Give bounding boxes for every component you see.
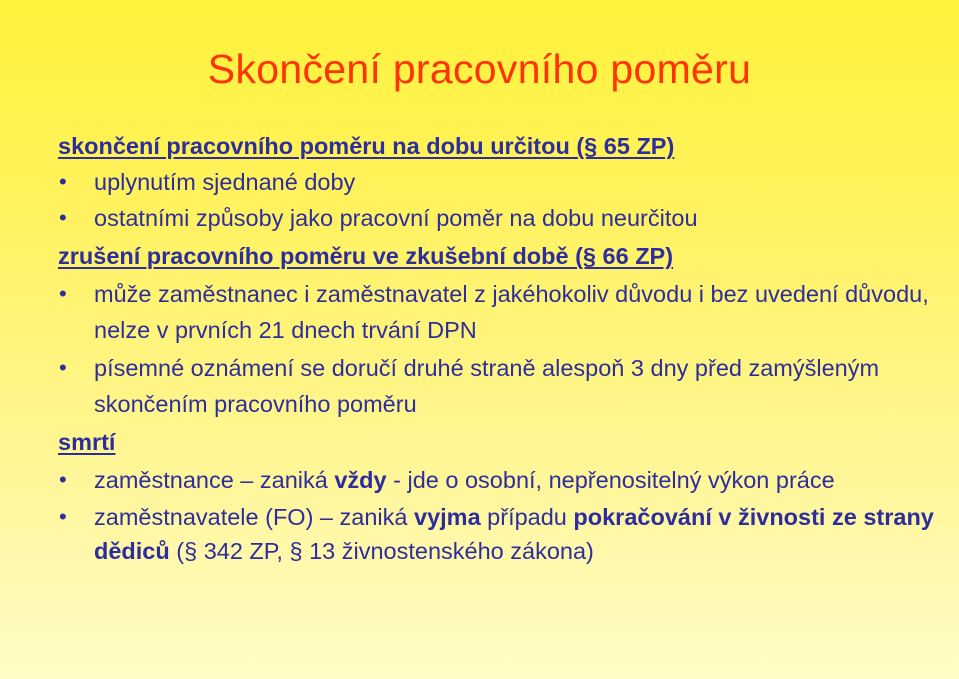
employer-death-text-2: případu — [480, 504, 574, 530]
employer-death-text-3: (§ 342 ZP, § 13 živnostenského zákona) — [169, 538, 594, 564]
slide-title: Skončení pracovního poměru — [207, 46, 752, 92]
section-heading-probation: zrušení pracovního poměru ve zkušební době (§ 66 ZP) — [58, 243, 674, 269]
bullet-employee-death — [58, 462, 938, 498]
employer-death-text-1: zaměstnavatele (FO) – zaniká — [94, 504, 414, 530]
slide-content — [58, 128, 938, 568]
employee-death-text-1: zaměstnance – zaniká — [94, 467, 335, 493]
bullet-any-reason: • může zaměstnanec i zaměstnavatel z jakéhokoliv důvodu i bez uvedení důvodu, nelze v prvních 21 dnech trvání DPN — [58, 276, 938, 348]
bullet-employer-death — [58, 500, 938, 568]
employer-death-bold-1: vyjma — [414, 504, 481, 530]
section-heading-fixed-term: skončení pracovního poměru na dobu určitou (§ 65 ZP) — [58, 133, 675, 159]
bullet-other-ways: • ostatními způsoby jako pracovní poměr na dobu neurčitou — [58, 200, 938, 236]
employee-death-bold: vždy — [334, 467, 387, 493]
bullet-written-notice: • písemné oznámení se doručí druhé straně alespoň 3 dny před zamýšleným skončením pracovního poměru — [58, 350, 938, 422]
section-heading-death: smrtí — [58, 429, 116, 455]
employer-death-bold-2: pokračování v živnosti ze strany dědiců — [94, 504, 934, 564]
employee-death-text-2: - jde o osobní, nepřenositelný výkon práce — [386, 467, 835, 493]
bullet-expiry: • uplynutím sjednané doby — [58, 164, 938, 200]
